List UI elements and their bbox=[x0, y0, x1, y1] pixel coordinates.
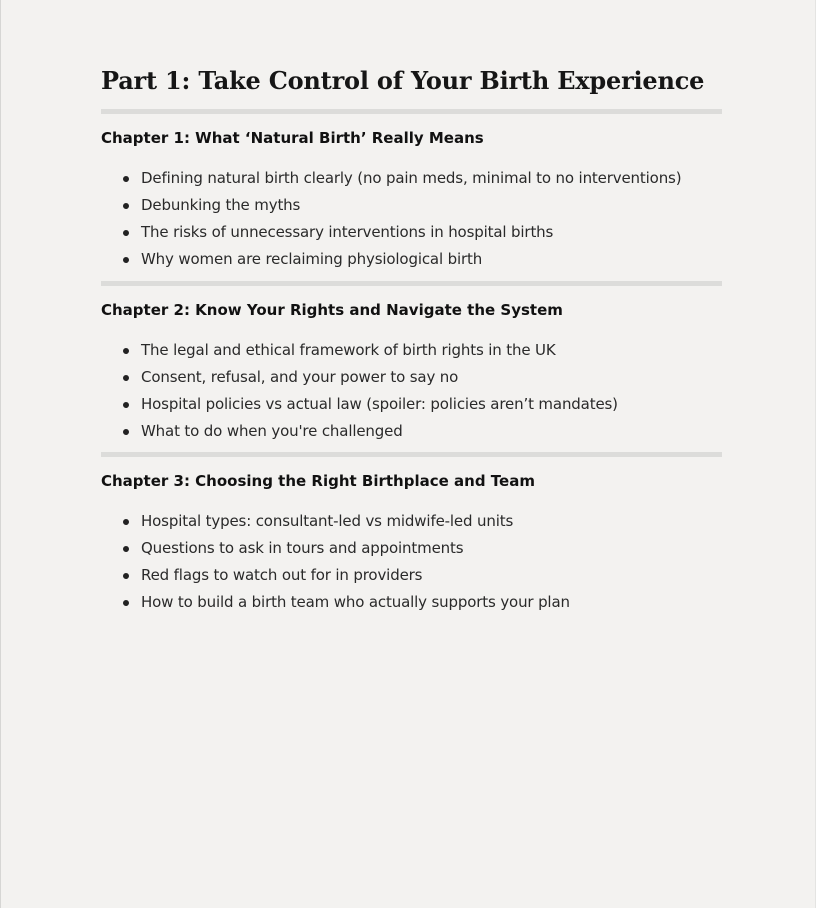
list-item-text: Consent, refusal, and your power to say no bbox=[141, 368, 459, 386]
bullet-icon bbox=[123, 429, 129, 435]
list-item-text: How to build a birth team who actually supports your plan bbox=[141, 593, 570, 611]
chapter-title: Chapter 3: Choosing the Right Birthplace and Team bbox=[101, 472, 535, 490]
chapter-1 bbox=[101, 128, 722, 273]
bullet-icon bbox=[123, 600, 129, 606]
divider bbox=[101, 109, 722, 114]
divider bbox=[101, 281, 722, 286]
list-item-text: Hospital types: consultant-led vs midwife-led units bbox=[141, 512, 514, 530]
bullet-icon bbox=[123, 573, 129, 579]
bullet-icon bbox=[123, 546, 129, 552]
list-item bbox=[101, 364, 722, 391]
list-item bbox=[101, 418, 722, 445]
chapter-3 bbox=[101, 471, 722, 616]
bullet-icon bbox=[123, 203, 129, 209]
list-item-text: Why women are reclaiming physiological birth bbox=[141, 250, 483, 268]
bullet-icon bbox=[123, 257, 129, 263]
list-item bbox=[101, 165, 722, 192]
divider bbox=[101, 452, 722, 457]
chapter-topic-list bbox=[101, 165, 722, 273]
list-item-text: Questions to ask in tours and appointments bbox=[141, 539, 464, 557]
bullet-icon bbox=[123, 519, 129, 525]
bullet-icon bbox=[123, 348, 129, 354]
bullet-icon bbox=[123, 402, 129, 408]
list-item bbox=[101, 562, 722, 589]
bullet-icon bbox=[123, 375, 129, 381]
list-item-text: Red flags to watch out for in providers bbox=[141, 566, 423, 584]
chapter-title: Chapter 1: What ‘Natural Birth’ Really Means bbox=[101, 129, 484, 147]
chapter-title: Chapter 2: Know Your Rights and Navigate the System bbox=[101, 301, 563, 319]
list-item-text: Defining natural birth clearly (no pain meds, minimal to no interventions) bbox=[141, 169, 682, 187]
list-item bbox=[101, 535, 722, 562]
list-item bbox=[101, 246, 722, 273]
bullet-icon bbox=[123, 176, 129, 182]
list-item bbox=[101, 219, 722, 246]
list-item-text: Hospital policies vs actual law (spoiler: policies aren’t mandates) bbox=[141, 395, 618, 413]
list-item bbox=[101, 391, 722, 418]
list-item bbox=[101, 192, 722, 219]
list-item-text: Debunking the myths bbox=[141, 196, 301, 214]
part-title: Part 1: Take Control of Your Birth Experience bbox=[101, 66, 705, 95]
list-item-text: The legal and ethical framework of birth rights in the UK bbox=[141, 341, 556, 359]
list-item-text: What to do when you're challenged bbox=[141, 422, 403, 440]
chapter-2 bbox=[101, 300, 722, 445]
bullet-icon bbox=[123, 230, 129, 236]
chapter-topic-list bbox=[101, 337, 722, 445]
list-item bbox=[101, 337, 722, 364]
list-item bbox=[101, 508, 722, 535]
chapter-topic-list bbox=[101, 508, 722, 616]
list-item bbox=[101, 589, 722, 616]
list-item-text: The risks of unnecessary interventions in hospital births bbox=[141, 223, 554, 241]
